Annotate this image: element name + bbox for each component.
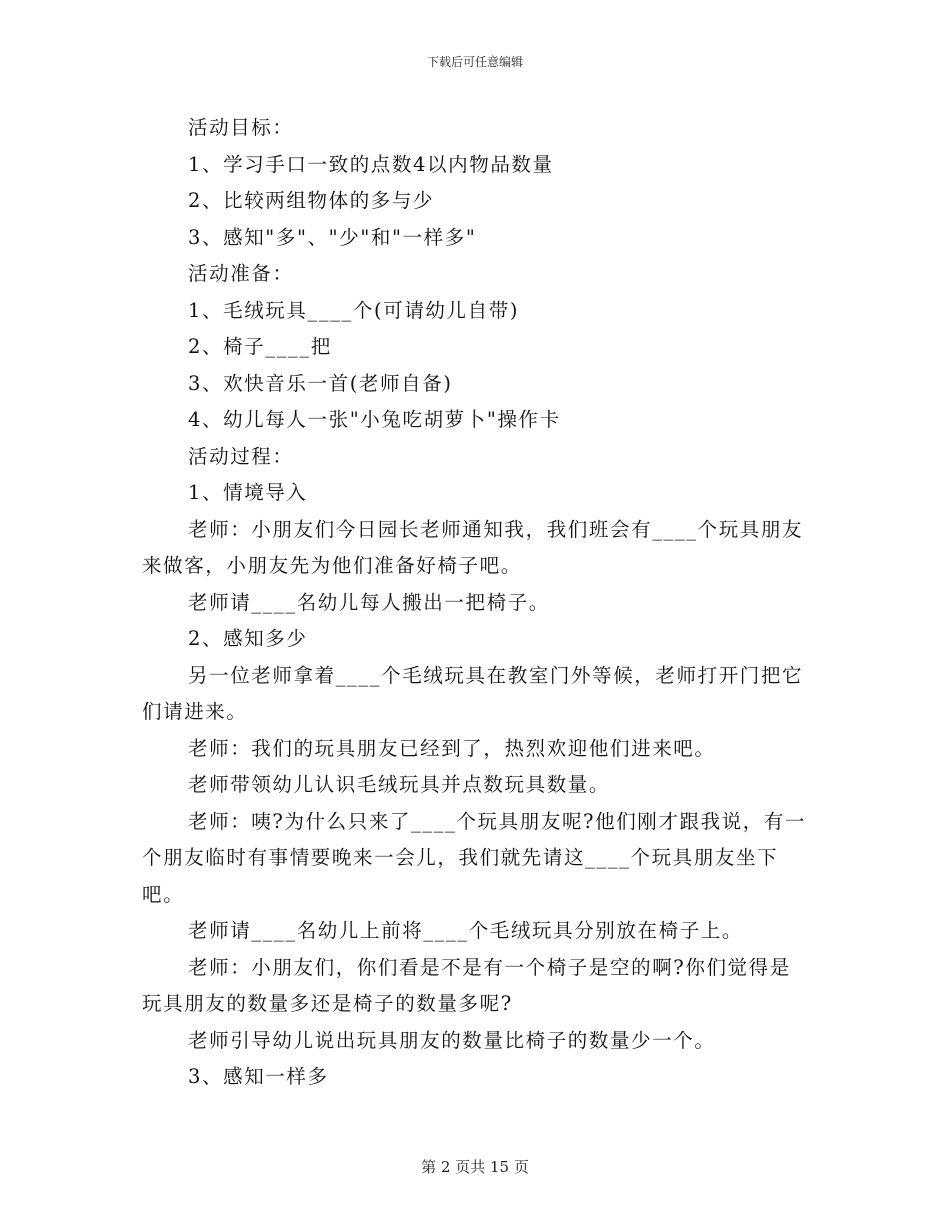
goal-item-1: 1、学习手口一致的点数4以内物品数量 (188, 152, 554, 176)
prep-item-4: 4、幼儿每人一张"小兔吃胡萝卜"操作卡 (188, 408, 561, 431)
body-paragraph: 老师请____名幼儿上前将____个毛绒玩具分别放在椅子上。 (188, 919, 744, 942)
prep-item-2: 2、椅子____把 (188, 335, 332, 358)
body-paragraph: 老师：小朋友们今日园长老师通知我，我们班会有____个玩具朋友来做客，小朋友先为他们准备好椅子吧。 (142, 517, 804, 577)
body-paragraph: 老师：小朋友们，你们看是不是有一个椅子是空的啊?你们觉得是玩具朋友的数量多还是椅子的数量多呢? (142, 955, 791, 1015)
heading-activity-goals: 活动目标： (188, 116, 294, 139)
heading-activity-process: 活动过程： (188, 444, 294, 468)
document-body (142, 110, 810, 1096)
body-paragraph: 老师带领幼儿认识毛绒玩具并点数玩具数量。 (188, 773, 611, 796)
body-paragraph: 老师：咦?为什么只来了____个玩具朋友呢?他们刚才跟我说，有一个朋友临时有事情要晚来一会儿，我们就先请这____个玩具朋友坐下吧。 (142, 809, 807, 906)
header-note: 下载后可任意编辑 (426, 55, 523, 69)
goal-item-3: 3、感知"多"、"少"和"一样多" (188, 225, 477, 249)
heading-activity-preparation: 活动准备： (188, 262, 294, 285)
goal-item-2: 2、比较两组物体的多与少 (188, 189, 435, 212)
process-step-1-title: 1、情境导入 (188, 481, 308, 504)
body-paragraph: 老师：我们的玩具朋友已经到了，热烈欢迎他们进来吧。 (188, 736, 716, 760)
process-step-2-title: 2、感知多少 (188, 627, 308, 650)
process-step-3-title: 3、感知一样多 (188, 1065, 329, 1088)
prep-item-1: 1、毛绒玩具____个(可请幼儿自带) (188, 298, 520, 322)
body-paragraph: 老师引导幼儿说出玩具朋友的数量比椅子的数量少一个。 (188, 1028, 716, 1052)
prep-item-3: 3、欢快音乐一首(老师自备) (188, 371, 453, 395)
body-paragraph: 另一位老师拿着____个毛绒玩具在教室门外等候，老师打开门把它们请进来。 (142, 663, 804, 723)
page-number: 第 2 页共 15 页 (421, 1158, 529, 1176)
body-paragraph: 老师请____名幼儿每人搬出一把椅子。 (188, 590, 550, 614)
